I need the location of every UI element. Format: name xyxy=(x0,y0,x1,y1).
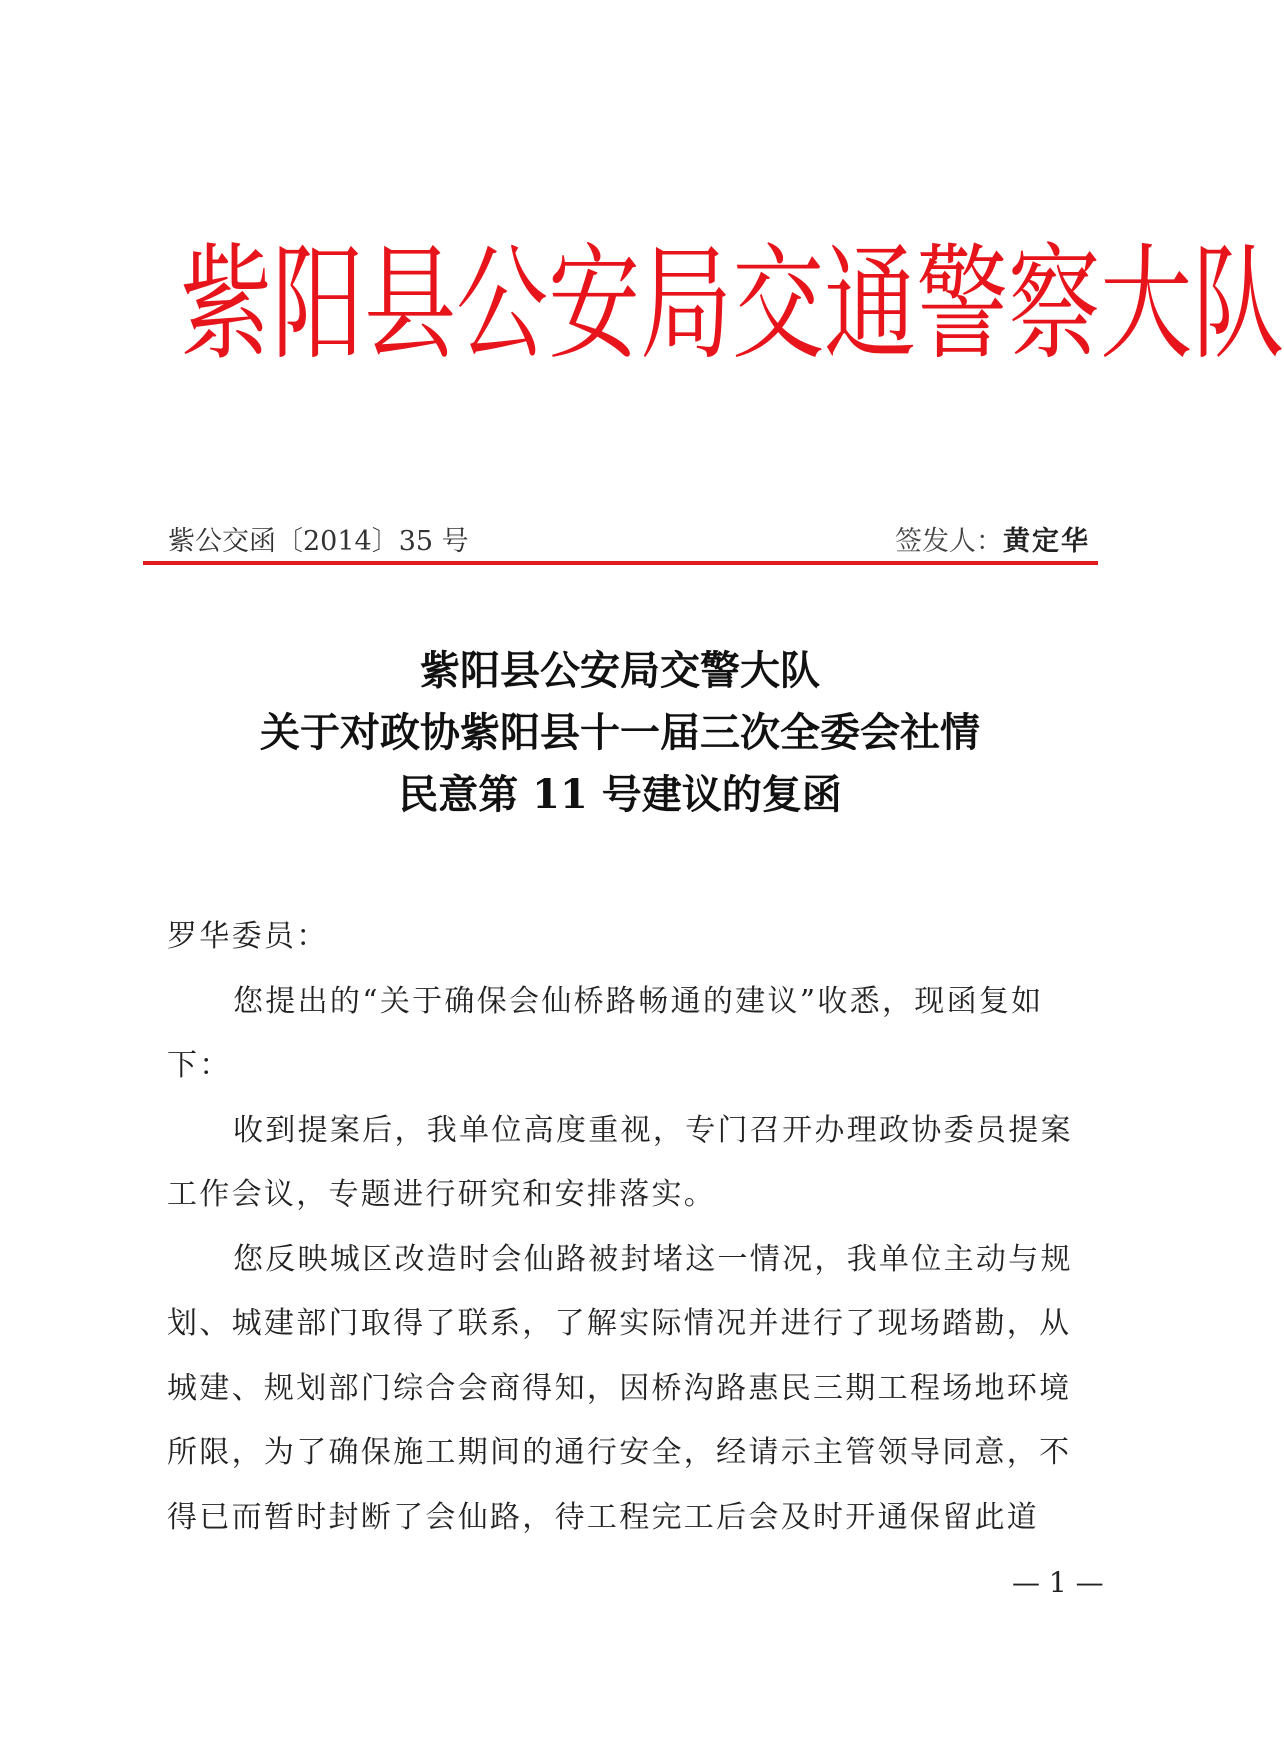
masthead-char: 通 xyxy=(824,232,917,377)
masthead-char: 安 xyxy=(548,232,641,377)
body-paragraph: 您提出的“关于确保会仙桥路畅通的建议”收悉，现函复如下： xyxy=(167,983,1044,1083)
document-title xyxy=(150,640,1090,826)
title-line: 民意第 11 号建议的复函 xyxy=(398,771,842,818)
masthead-char: 队 xyxy=(1192,232,1284,377)
body-paragraph: 收到提案后，我单位高度重视，专门召开办理政协委员提案工作会议，专题进行研究和安排落实。 xyxy=(167,1112,1073,1212)
document-number: 紫公交函〔2014〕35 号 xyxy=(168,525,469,557)
masthead-char: 局 xyxy=(640,232,733,377)
signer-label: 签发人： xyxy=(895,525,1003,557)
masthead-char: 察 xyxy=(1008,232,1101,377)
masthead-char: 紫 xyxy=(180,232,273,377)
body-paragraph: 您反映城区改造时会仙路被封堵这一情况，我单位主动与规划、城建部门取得了联系，了解实际情况并进行了现场踏勘，从城建、规划部门综合会商得知，因桥沟路惠民三期工程场地环境所限，为了确保施工期间的通行安全，经请示主管领导同意，不得已而暂时封断了会仙路，待工程完工后会及时开通保留此道 xyxy=(167,1241,1073,1535)
page-number: — 1 — xyxy=(1012,1566,1104,1599)
document-body xyxy=(167,905,1095,1550)
masthead-char: 警 xyxy=(916,232,1009,377)
salutation: 罗华委员： xyxy=(167,919,329,954)
masthead-char: 县 xyxy=(364,232,457,377)
masthead-char: 阳 xyxy=(272,232,365,377)
title-line: 紫阳县公安局交警大队 xyxy=(420,647,820,694)
masthead-char: 大 xyxy=(1100,232,1193,377)
document-header-row xyxy=(168,518,1090,558)
red-separator-line xyxy=(143,561,1098,565)
title-line: 关于对政协紫阳县十一届三次全委会社情 xyxy=(260,709,980,756)
signer-name: 黄定华 xyxy=(1003,525,1090,557)
masthead-char: 公 xyxy=(456,232,549,377)
masthead-char: 交 xyxy=(732,232,825,377)
issuing-authority-masthead xyxy=(180,232,1284,377)
signer xyxy=(895,519,1090,558)
